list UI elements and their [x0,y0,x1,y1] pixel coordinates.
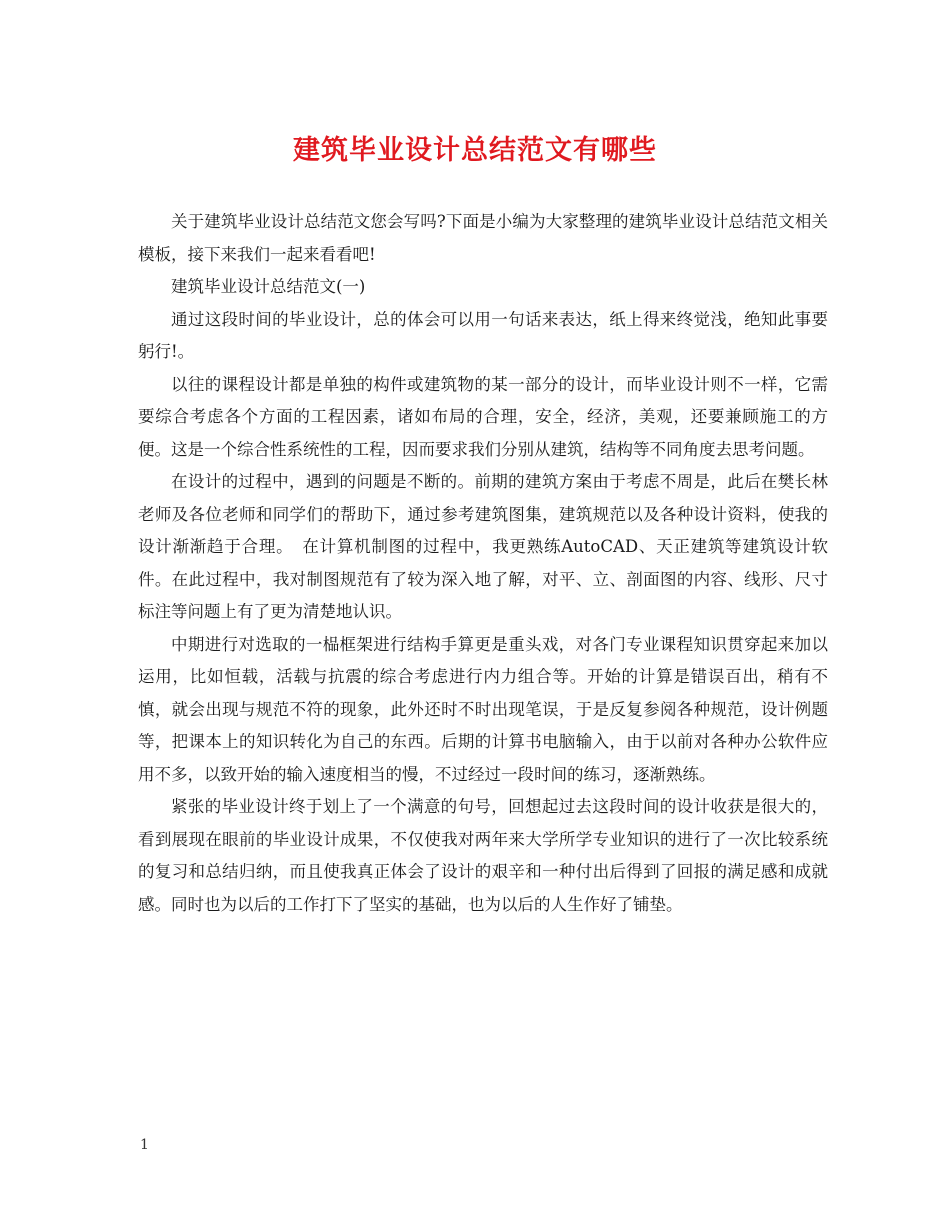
document-body [138,206,828,921]
paragraph: 紧张的毕业设计终于划上了一个满意的句号，回想起过去这段时间的设计收获是很大的，看到展现在眼前的毕业设计成果，不仅使我对两年来大学所学专业知识的进行了一次比较系统的复习和总结归纳，而且使我真正体会了设计的艰辛和一种付出后得到了回报的满足感和成就感。同时也为以后的工作打下了坚实的基础，也为以后的人生作好了铺垫。 [138,797,828,914]
paragraph: 在设计的过程中，遇到的问题是不断的。前期的建筑方案由于考虑不周是，此后在樊长林老师及各位老师和同学们的帮助下，通过参考建筑图集，建筑规范以及各种设计资料，使我的设计渐渐趋于合理。 在计算机制图的过程中，我更熟练AutoCAD、天正建筑等建筑设计软件。在此过程中，我对制图规范有了较为深入地了解，对平、立、剖面图的内容、线形、尺寸标注等问题上有了更为清楚地认识。 [138,472,828,621]
paragraph: 中期进行对选取的一榀框架进行结构手算更是重头戏，对各门专业课程知识贯穿起来加以运用，比如恒载，活载与抗震的综合考虑进行内力组合等。开始的计算是错误百出，稍有不慎，就会出现与规范不符的现象，此外还时不时出现笔误，于是反复参阅各种规范，设计例题等，把课本上的知识转化为自己的东西。后期的计算书电脑输入，由于以前对各种办公软件应用不多，以致开始的输入速度相当的慢，不过经过一段时间的练习，逐渐熟练。 [138,634,828,784]
paragraph-intro: 关于建筑毕业设计总结范文您会写吗?下面是小编为大家整理的建筑毕业设计总结范文相关模板，接下来我们一起来看看吧! [138,212,828,264]
paragraph: 以往的课程设计都是单独的构件或建筑物的某一部分的设计，而毕业设计则不一样，它需要综合考虑各个方面的工程因素，诸如布局的合理，安全，经济，美观，还要兼顾施工的方便。这是一个综合性系统性的工程，因而要求我们分别从建筑，结构等不同角度去思考问题。 [138,374,828,459]
section-heading: 建筑毕业设计总结范文(一) [171,277,366,296]
document-title: 建筑毕业设计总结范文有哪些 [293,135,657,166]
paragraph: 通过这段时间的毕业设计，总的体会可以用一句话来表达，纸上得来终觉浅，绝知此事要躬行!。 [138,309,828,361]
page-number: 1 [140,1137,149,1153]
